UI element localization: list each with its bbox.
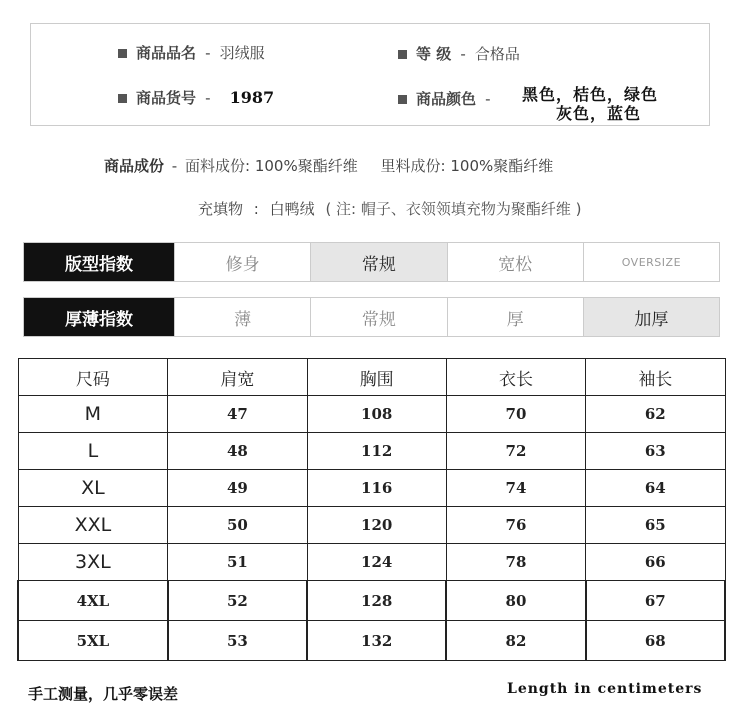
composition-label: 商品成份 bbox=[104, 157, 165, 175]
length-cell: 78 bbox=[446, 544, 585, 581]
separator: - bbox=[485, 90, 491, 108]
fit-index-bar bbox=[23, 242, 720, 282]
table-header-row bbox=[18, 359, 725, 396]
shoulder-cell: 51 bbox=[168, 544, 307, 581]
length-cell: 80 bbox=[446, 581, 585, 621]
header-chest: 胸围 bbox=[307, 359, 446, 396]
separator: - bbox=[205, 44, 211, 62]
grade-row bbox=[398, 43, 520, 64]
sleeve-cell: 64 bbox=[586, 470, 725, 507]
bullet-square-icon bbox=[398, 95, 407, 104]
product-name-value: 羽绒服 bbox=[219, 44, 265, 62]
item-no-label: 商品货号 bbox=[136, 89, 197, 107]
item-no-value: 1987 bbox=[229, 88, 275, 107]
chest-cell: 128 bbox=[307, 581, 446, 621]
size-cell: M bbox=[18, 396, 168, 433]
bullet-square-icon bbox=[118, 49, 127, 58]
product-name-label: 商品品名 bbox=[136, 44, 197, 62]
header-sleeve: 袖长 bbox=[586, 359, 725, 396]
thickness-option-regular: 常规 bbox=[310, 298, 446, 336]
filling-row bbox=[198, 198, 582, 219]
fit-option-slim: 修身 bbox=[174, 243, 310, 281]
table-row bbox=[18, 433, 725, 470]
color-line-1: 黑色，桔色，绿色 bbox=[522, 85, 659, 104]
thickness-index-bar bbox=[23, 297, 720, 337]
length-cell: 76 bbox=[446, 507, 585, 544]
sleeve-cell: 68 bbox=[586, 621, 725, 661]
size-cell: 3XL bbox=[18, 544, 168, 581]
table-row bbox=[18, 581, 725, 621]
chest-cell: 132 bbox=[307, 621, 446, 661]
length-cell: 70 bbox=[446, 396, 585, 433]
size-cell: 4XL bbox=[18, 581, 168, 621]
chest-cell: 112 bbox=[307, 433, 446, 470]
chest-cell: 116 bbox=[307, 470, 446, 507]
fit-option-oversize: OVERSIZE bbox=[583, 243, 719, 281]
fit-option-regular: 常规 bbox=[310, 243, 446, 281]
shoulder-cell: 47 bbox=[168, 396, 307, 433]
filling-value: 白鸭绒 bbox=[269, 200, 315, 218]
sleeve-cell: 67 bbox=[586, 581, 725, 621]
length-cell: 72 bbox=[446, 433, 585, 470]
thickness-index-label: 厚薄指数 bbox=[24, 298, 174, 336]
shoulder-cell: 49 bbox=[168, 470, 307, 507]
sleeve-cell: 62 bbox=[586, 396, 725, 433]
color-row bbox=[398, 88, 495, 109]
sleeve-cell: 63 bbox=[586, 433, 725, 470]
shoulder-cell: 48 bbox=[168, 433, 307, 470]
lining-value: 100%聚酯纤维 bbox=[450, 157, 554, 175]
header-size: 尺码 bbox=[18, 359, 168, 396]
composition-row bbox=[104, 155, 553, 176]
thickness-option-thick: 厚 bbox=[447, 298, 583, 336]
product-name-row bbox=[118, 42, 265, 63]
header-shoulder: 肩宽 bbox=[168, 359, 307, 396]
separator: - bbox=[171, 157, 178, 175]
grade-label: 等 级 bbox=[416, 45, 452, 63]
size-cell: 5XL bbox=[18, 621, 168, 661]
chest-cell: 108 bbox=[307, 396, 446, 433]
table-row bbox=[18, 621, 725, 661]
shell-value: 100%聚酯纤维 bbox=[254, 157, 358, 175]
size-table bbox=[17, 358, 726, 661]
table-row bbox=[18, 544, 725, 581]
size-cell: XL bbox=[18, 470, 168, 507]
shoulder-cell: 52 bbox=[168, 581, 307, 621]
table-row bbox=[18, 396, 725, 433]
table-row bbox=[18, 507, 725, 544]
sleeve-cell: 66 bbox=[586, 544, 725, 581]
separator: - bbox=[460, 45, 466, 63]
size-cell: L bbox=[18, 433, 168, 470]
bullet-square-icon bbox=[118, 94, 127, 103]
filling-label: 充填物 bbox=[198, 200, 244, 218]
filling-colon: : bbox=[253, 200, 259, 218]
size-cell: XXL bbox=[18, 507, 168, 544]
thickness-option-extra-thick: 加厚 bbox=[583, 298, 719, 336]
color-line-2: 灰色，蓝色 bbox=[556, 104, 642, 123]
item-no-row bbox=[118, 87, 274, 108]
header-length: 衣长 bbox=[446, 359, 585, 396]
filling-note: ( 注: 帽子、衣领领填充物为聚酯纤维 ) bbox=[325, 200, 582, 218]
measurement-note: 手工测量，几乎零误差 bbox=[28, 685, 179, 703]
table-row bbox=[18, 470, 725, 507]
shoulder-cell: 50 bbox=[168, 507, 307, 544]
lining-label: 里料成份: bbox=[380, 157, 446, 175]
color-label: 商品颜色 bbox=[416, 90, 477, 108]
shoulder-cell: 53 bbox=[168, 621, 307, 661]
bullet-square-icon bbox=[398, 50, 407, 59]
fit-option-loose: 宽松 bbox=[447, 243, 583, 281]
fit-index-label: 版型指数 bbox=[24, 243, 174, 281]
grade-value: 合格品 bbox=[474, 45, 520, 63]
units-note: Length in centimeters bbox=[507, 681, 703, 697]
thickness-option-thin: 薄 bbox=[174, 298, 310, 336]
separator: - bbox=[205, 89, 211, 107]
sleeve-cell: 65 bbox=[586, 507, 725, 544]
shell-label: 面料成份: bbox=[185, 157, 251, 175]
length-cell: 74 bbox=[446, 470, 585, 507]
chest-cell: 120 bbox=[307, 507, 446, 544]
chest-cell: 124 bbox=[307, 544, 446, 581]
length-cell: 82 bbox=[446, 621, 585, 661]
